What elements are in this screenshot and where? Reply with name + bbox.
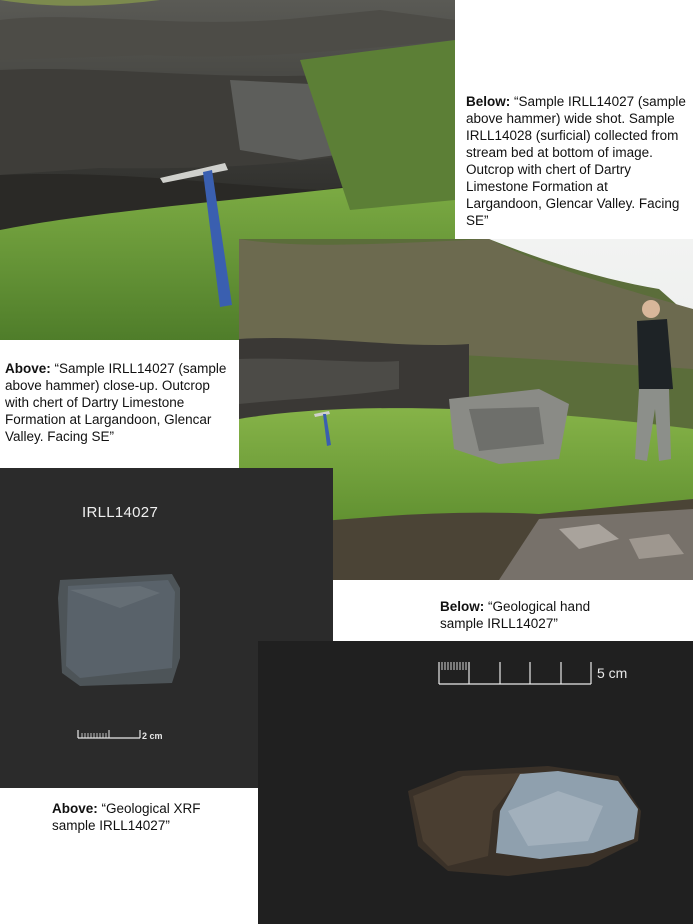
hand-scale-bar [439,662,591,684]
closeup-caption [5,360,237,445]
caption-lead: Above: [5,361,51,376]
caption-lead: Above: [52,801,98,816]
caption-text: “Geological hand sample IRLL14027” [440,599,591,631]
xrf-sample-label: IRLL14027 [82,504,159,521]
hand-scale-label: 5 cm [597,665,628,681]
caption-lead: Below: [466,94,511,109]
caption-text: “Geological XRF sample IRLL14027” [52,801,201,833]
caption-text: “Sample IRLL14027 (sample above hammer) wide shot. Sample IRLL14028 (surficial) collected from stream bed at bottom of image. Outcrop with chert of Dartry Limestone Formation at Largandoon, Glencar Valley. Facing SE” [466,94,686,228]
xrf-caption [52,800,232,834]
xrf-scale-label: 2 cm [142,731,163,741]
caption-lead: Below: [440,599,485,614]
hand-sample-panel [258,641,693,924]
xrf-scale-bar [78,730,140,738]
hand-sample-caption [440,598,610,632]
caption-text: “Sample IRLL14027 (sample above hammer) close-up. Outcrop with chert of Dartry Limestone Formation at Largandoon, Glencar Valley. Facing SE” [5,361,227,444]
wide-shot-caption [466,93,686,229]
